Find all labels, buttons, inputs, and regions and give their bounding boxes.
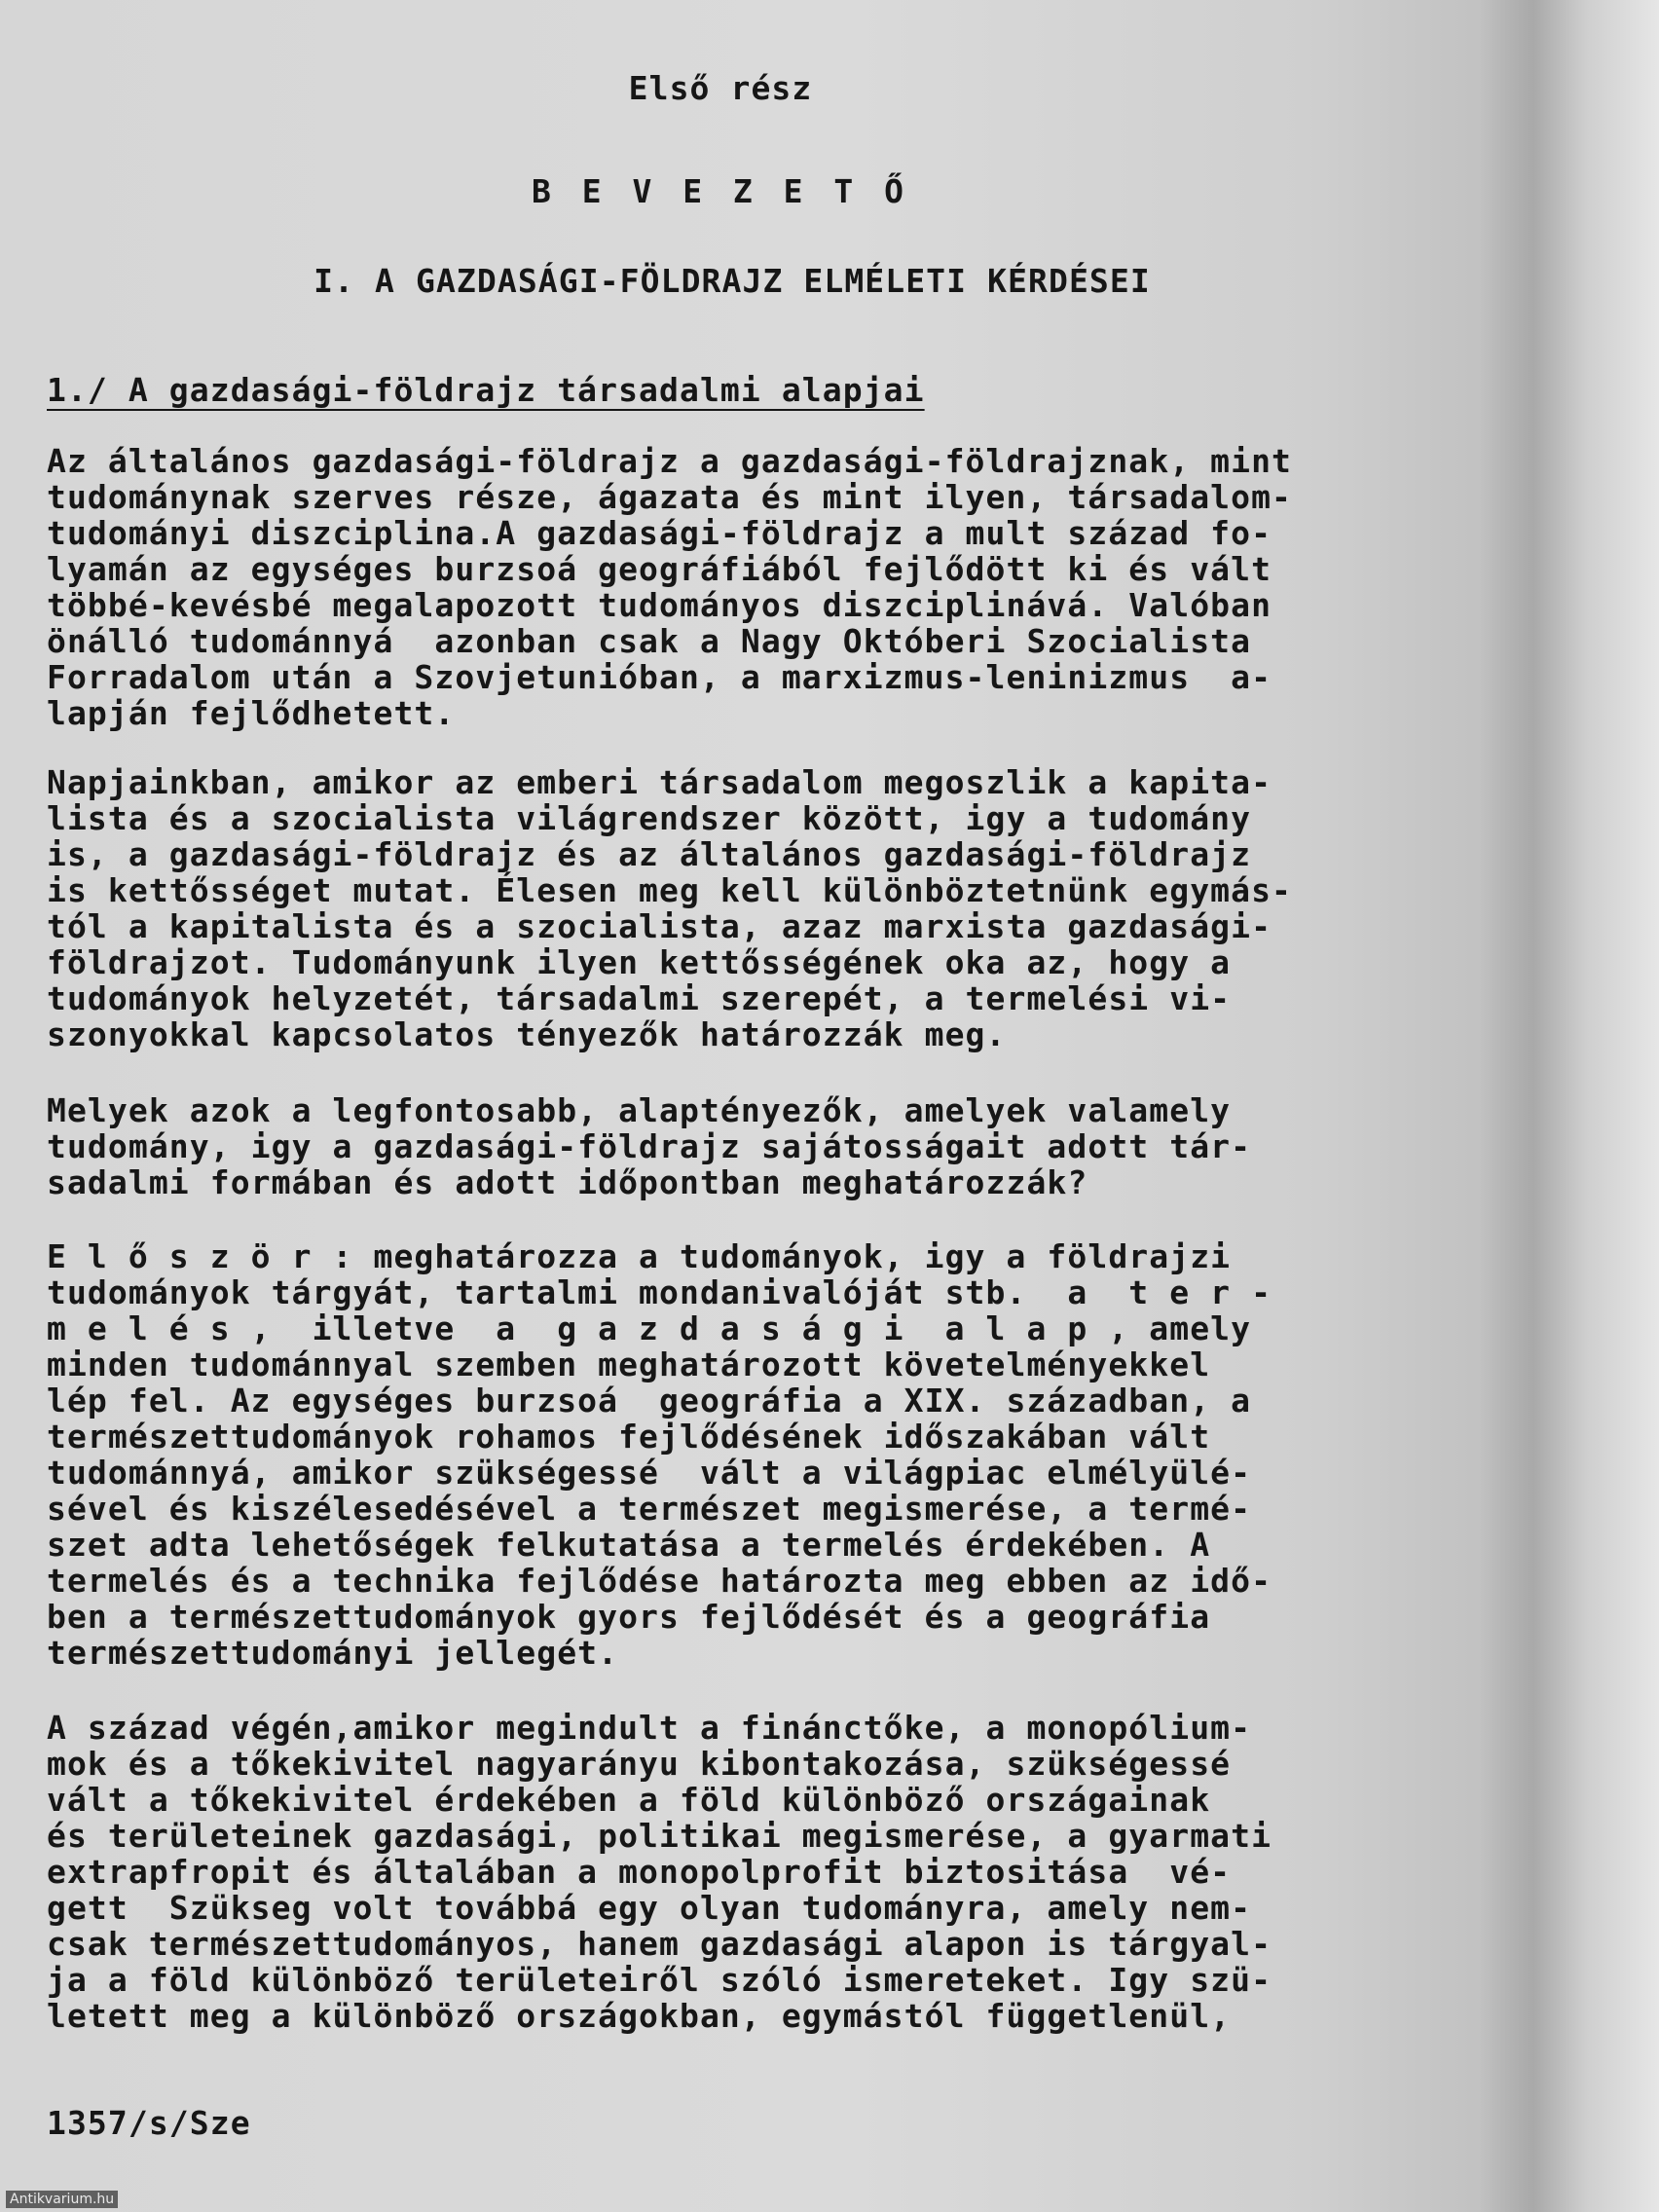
text-line: természettudományi jellegét. <box>47 1634 619 1672</box>
text-line: tudomány, igy a gazdasági-földrajz sajátosságait adott tár- <box>47 1127 1252 1165</box>
text-line: m e l é s , illetve a g a z d a s á g i a l a p , amely <box>47 1309 1252 1347</box>
text-line: tudományi diszciplina.A gazdasági-földrajz a mult század fo- <box>47 514 1272 552</box>
text-line: önálló tudománnyá azonban csak a Nagy Októberi Szocialista <box>47 622 1252 660</box>
text-line: tudománynak szerves része, ágazata és mint ilyen, társadalom- <box>47 478 1293 516</box>
paragraph-5 <box>47 1710 1429 2034</box>
text-line: tudományok helyzetét, társadalmi szerepét, a termelési vi- <box>47 979 1232 1017</box>
text-line: A század végén,amikor megindult a finánctőke, a monopólium- <box>47 1709 1252 1747</box>
text-line: csak természettudományos, hanem gazdasági alapon is tárgyal- <box>47 1925 1272 1963</box>
text-line: sével és kiszélesedésével a természet megismerése, a termé- <box>47 1490 1252 1528</box>
text-line: földrajzot. Tudományunk ilyen kettősségének oka az, hogy a <box>47 943 1232 981</box>
page-title: B E V E Z E T Ő <box>531 172 909 210</box>
part-label: Első rész <box>628 69 813 107</box>
section-heading: 1./ A gazdasági-földrajz társadalmi alapjai <box>47 371 925 409</box>
text-line: ben a természettudományok gyors fejlődését és a geográfia <box>47 1598 1211 1636</box>
text-line: mok és a tőkekivitel nagyarányu kibontakozása, szükségessé <box>47 1745 1232 1783</box>
text-line: sadalmi formában és adott időpontban meghatározzák? <box>47 1163 1088 1201</box>
text-line: Melyek azok a legfontosabb, alaptényezők, amelyek valamely <box>47 1091 1232 1129</box>
chapter-title: I. A GAZDASÁGI-FÖLDRAJZ ELMÉLETI KÉRDÉSEI <box>313 262 1151 300</box>
page-edge-shadow <box>1480 0 1659 2212</box>
text-line: lapján fejlődhetett. <box>47 694 456 732</box>
text-line: tól a kapitalista és a szocialista, azaz marxista gazdasági- <box>47 907 1272 945</box>
paragraph-3 <box>47 1092 1429 1200</box>
text-line: termelés és a technika fejlődése határozta meg ebben az idő- <box>47 1562 1272 1600</box>
text-line: lép fel. Az egységes burzsoá geográfia a XIX. században, a <box>47 1382 1252 1419</box>
text-line: tudományok tárgyát, tartalmi mondanivalóját stb. a t e r - <box>47 1273 1272 1311</box>
text-line: szonyokkal kapcsolatos tényezők határozzák meg. <box>47 1015 1007 1053</box>
text-line: tudománnyá, amikor szükségessé vált a világpiac elmélyülé- <box>47 1454 1252 1492</box>
text-line: lista és a szocialista világrendszer között, igy a tudomány <box>47 799 1252 837</box>
text-line: Forradalom után a Szovjetunióban, a marxizmus-leninizmus a- <box>47 658 1272 696</box>
text-line: és területeinek gazdasági, politikai megismerése, a gyarmati <box>47 1817 1272 1855</box>
text-line: lyamán az egységes burzsoá geográfiából fejlődött ki és vált <box>47 550 1272 588</box>
text-line: ja a föld különböző területeiről szóló ismereteket. Igy szü- <box>47 1961 1272 1999</box>
text-line: Az általános gazdasági-földrajz a gazdasági-földrajznak, mint <box>47 442 1293 480</box>
text-line: minden tudománnyal szemben meghatározott követelményekkel <box>47 1346 1211 1383</box>
text-line: többé-kevésbé megalapozott tudományos diszciplinává. Valóban <box>47 586 1272 624</box>
text-line: letett meg a különböző országokban, egymástól függetlenül, <box>47 1997 1232 2035</box>
text-line: E l ő s z ö r : meghatározza a tudományok, igy a földrajzi <box>47 1237 1232 1275</box>
text-line: is, a gazdasági-földrajz és az általános gazdasági-földrajz <box>47 835 1252 873</box>
watermark: Antikvarium.hu <box>6 2191 118 2208</box>
text-line: extrapfropit és általában a monopolprofit biztositása vé- <box>47 1853 1232 1891</box>
paragraph-2 <box>47 764 1429 1052</box>
paragraph-1 <box>47 443 1429 731</box>
document-code: 1357/s/Sze <box>47 2104 251 2142</box>
text-line: természettudományok rohamos fejlődésének időszakában vált <box>47 1418 1211 1456</box>
text-line: gett Szükseg volt továbbá egy olyan tudományra, amely nem- <box>47 1889 1252 1927</box>
text-line: vált a tőkekivitel érdekében a föld különböző országainak <box>47 1781 1211 1819</box>
paragraph-4 <box>47 1238 1429 1671</box>
text-line: is kettősséget mutat. Élesen meg kell különböztetnünk egymás- <box>47 871 1293 909</box>
text-line: szet adta lehetőségek felkutatása a termelés érdekében. A <box>47 1526 1211 1564</box>
text-line: Napjainkban, amikor az emberi társadalom megoszlik a kapita- <box>47 763 1272 801</box>
